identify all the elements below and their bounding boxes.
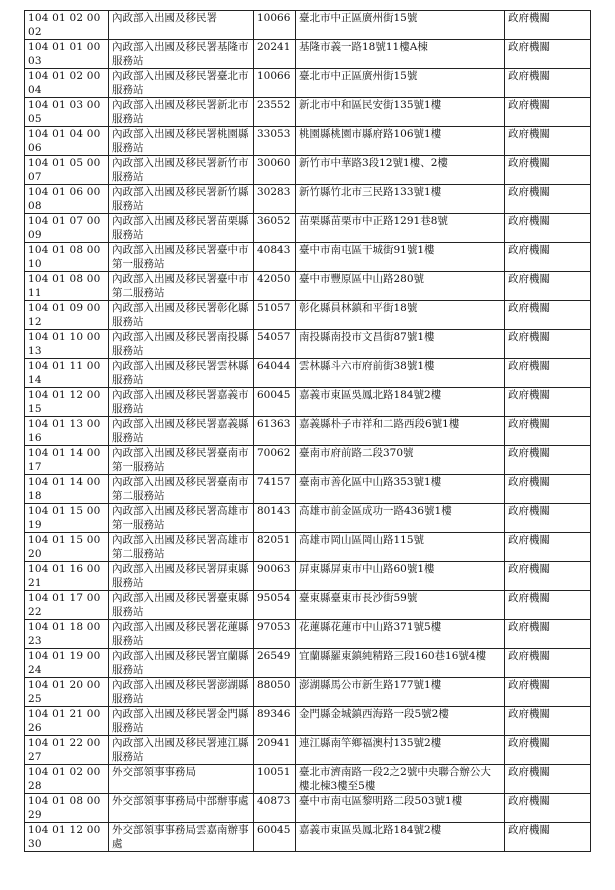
agency-table	[24, 10, 591, 852]
address-cell: 雲林縣斗六市府前街38號1樓	[296, 359, 505, 388]
agency-name-cell: 內政部入出國及移民署	[109, 11, 254, 40]
address-cell: 臺北市中正區廣州街15號	[296, 69, 505, 98]
table-row	[25, 127, 591, 156]
zip-cell: 90063	[254, 562, 296, 591]
code-cell: 104 01 05 0007	[25, 156, 109, 185]
type-cell: 政府機關	[505, 272, 591, 301]
zip-cell: 51057	[254, 301, 296, 330]
code-cell: 104 01 02 0028	[25, 765, 109, 794]
type-cell: 政府機關	[505, 98, 591, 127]
agency-name-cell: 外交部領事事務局中部辦事處	[109, 794, 254, 823]
zip-cell: 40873	[254, 794, 296, 823]
table-row	[25, 504, 591, 533]
code-cell: 104 01 10 0013	[25, 330, 109, 359]
address-cell: 臺東縣臺東市長沙街59號	[296, 591, 505, 620]
address-cell: 連江縣南竿鄉福澳村135號2樓	[296, 736, 505, 765]
agency-name-cell: 內政部入出國及移民署臺北市服務站	[109, 69, 254, 98]
table-row	[25, 475, 591, 504]
code-cell: 104 01 02 0002	[25, 11, 109, 40]
agency-name-cell: 內政部入出國及移民署嘉義市服務站	[109, 388, 254, 417]
code-cell: 104 01 07 0009	[25, 214, 109, 243]
code-cell: 104 01 09 0012	[25, 301, 109, 330]
code-cell: 104 01 19 0024	[25, 649, 109, 678]
type-cell: 政府機關	[505, 446, 591, 475]
agency-name-cell: 內政部入出國及移民署嘉義縣服務站	[109, 417, 254, 446]
zip-cell: 97053	[254, 620, 296, 649]
agency-name-cell: 內政部入出國及移民署桃園縣服務站	[109, 127, 254, 156]
table-row	[25, 446, 591, 475]
type-cell: 政府機關	[505, 214, 591, 243]
type-cell: 政府機關	[505, 359, 591, 388]
address-cell: 高雄市岡山區岡山路115號	[296, 533, 505, 562]
type-cell: 政府機關	[505, 417, 591, 446]
type-cell: 政府機關	[505, 504, 591, 533]
address-cell: 屏東縣屏東市中山路60號1樓	[296, 562, 505, 591]
agency-name-cell: 內政部入出國及移民署新竹市服務站	[109, 156, 254, 185]
zip-cell: 23552	[254, 98, 296, 127]
zip-cell: 88050	[254, 678, 296, 707]
zip-cell: 26549	[254, 649, 296, 678]
code-cell: 104 01 17 0022	[25, 591, 109, 620]
table-row	[25, 417, 591, 446]
type-cell: 政府機關	[505, 794, 591, 823]
zip-cell: 60045	[254, 388, 296, 417]
zip-cell: 74157	[254, 475, 296, 504]
address-cell: 臺北市濟南路一段2之2號中央聯合辦公大樓北棟3樓至5樓	[296, 765, 505, 794]
zip-cell: 30283	[254, 185, 296, 214]
table-row	[25, 591, 591, 620]
code-cell: 104 01 06 0008	[25, 185, 109, 214]
agency-name-cell: 外交部領事事務局	[109, 765, 254, 794]
table-row	[25, 40, 591, 69]
code-cell: 104 01 01 0003	[25, 40, 109, 69]
address-cell: 彰化縣員林鎮和平街18號	[296, 301, 505, 330]
type-cell: 政府機關	[505, 562, 591, 591]
address-cell: 臺中市豐原區中山路280號	[296, 272, 505, 301]
address-cell: 嘉義市東區吳鳳北路184號2樓	[296, 388, 505, 417]
code-cell: 104 01 16 0021	[25, 562, 109, 591]
code-cell: 104 01 21 0026	[25, 707, 109, 736]
address-cell: 臺北市中正區廣州街15號	[296, 11, 505, 40]
agency-name-cell: 內政部入出國及移民署連江縣服務站	[109, 736, 254, 765]
type-cell: 政府機關	[505, 707, 591, 736]
table-row	[25, 359, 591, 388]
address-cell: 基隆市義一路18號11樓A棟	[296, 40, 505, 69]
address-cell: 嘉義市東區吳鳳北路184號2樓	[296, 823, 505, 852]
address-cell: 宜蘭縣羅東鎮純精路三段160巷16號4樓	[296, 649, 505, 678]
type-cell: 政府機關	[505, 243, 591, 272]
type-cell: 政府機關	[505, 533, 591, 562]
agency-name-cell: 內政部入出國及移民署屏東縣服務站	[109, 562, 254, 591]
agency-name-cell: 外交部領事事務局雲嘉南辦事處	[109, 823, 254, 852]
code-cell: 104 01 08 0029	[25, 794, 109, 823]
zip-cell: 20241	[254, 40, 296, 69]
zip-cell: 10066	[254, 11, 296, 40]
zip-cell: 54057	[254, 330, 296, 359]
table-row	[25, 707, 591, 736]
type-cell: 政府機關	[505, 388, 591, 417]
agency-name-cell: 內政部入出國及移民署臺東縣服務站	[109, 591, 254, 620]
code-cell: 104 01 20 0025	[25, 678, 109, 707]
agency-name-cell: 內政部入出國及移民署彰化縣服務站	[109, 301, 254, 330]
code-cell: 104 01 15 0019	[25, 504, 109, 533]
address-cell: 臺南市府前路二段370號	[296, 446, 505, 475]
type-cell: 政府機關	[505, 620, 591, 649]
table-row	[25, 562, 591, 591]
type-cell: 政府機關	[505, 40, 591, 69]
table-row	[25, 649, 591, 678]
code-cell: 104 01 08 0010	[25, 243, 109, 272]
agency-name-cell: 內政部入出國及移民署臺中市第二服務站	[109, 272, 254, 301]
agency-name-cell: 內政部入出國及移民署高雄市第一服務站	[109, 504, 254, 533]
code-cell: 104 01 03 0005	[25, 98, 109, 127]
code-cell: 104 01 04 0006	[25, 127, 109, 156]
type-cell: 政府機關	[505, 823, 591, 852]
zip-cell: 61363	[254, 417, 296, 446]
table-row	[25, 794, 591, 823]
code-cell: 104 01 13 0016	[25, 417, 109, 446]
address-cell: 金門縣金城鎮西海路一段5號2樓	[296, 707, 505, 736]
address-cell: 新竹縣竹北市三民路133號1樓	[296, 185, 505, 214]
zip-cell: 60045	[254, 823, 296, 852]
address-cell: 苗栗縣苗栗市中正路1291巷8號	[296, 214, 505, 243]
agency-name-cell: 內政部入出國及移民署花蓮縣服務站	[109, 620, 254, 649]
agency-name-cell: 內政部入出國及移民署臺南市第二服務站	[109, 475, 254, 504]
type-cell: 政府機關	[505, 591, 591, 620]
type-cell: 政府機關	[505, 678, 591, 707]
type-cell: 政府機關	[505, 330, 591, 359]
table-row	[25, 98, 591, 127]
code-cell: 104 01 18 0023	[25, 620, 109, 649]
code-cell: 104 01 14 0018	[25, 475, 109, 504]
type-cell: 政府機關	[505, 185, 591, 214]
code-cell: 104 01 12 0015	[25, 388, 109, 417]
address-cell: 臺中市南屯區干城街91號1樓	[296, 243, 505, 272]
code-cell: 104 01 15 0020	[25, 533, 109, 562]
zip-cell: 95054	[254, 591, 296, 620]
agency-name-cell: 內政部入出國及移民署臺中市第一服務站	[109, 243, 254, 272]
zip-cell: 80143	[254, 504, 296, 533]
table-row	[25, 533, 591, 562]
agency-name-cell: 內政部入出國及移民署基隆市服務站	[109, 40, 254, 69]
address-cell: 高雄市前金區成功一路436號1樓	[296, 504, 505, 533]
zip-cell: 10051	[254, 765, 296, 794]
table-row	[25, 243, 591, 272]
table-row	[25, 736, 591, 765]
type-cell: 政府機關	[505, 11, 591, 40]
type-cell: 政府機關	[505, 475, 591, 504]
address-cell: 臺中市南屯區黎明路二段503號1樓	[296, 794, 505, 823]
agency-name-cell: 內政部入出國及移民署宜蘭縣服務站	[109, 649, 254, 678]
zip-cell: 33053	[254, 127, 296, 156]
table-row	[25, 185, 591, 214]
address-cell: 臺南市善化區中山路353號1樓	[296, 475, 505, 504]
address-cell: 花蓮縣花蓮市中山路371號5樓	[296, 620, 505, 649]
code-cell: 104 01 02 0004	[25, 69, 109, 98]
address-cell: 新竹市中華路3段12號1樓、2樓	[296, 156, 505, 185]
type-cell: 政府機關	[505, 127, 591, 156]
agency-name-cell: 內政部入出國及移民署新竹縣服務站	[109, 185, 254, 214]
address-cell: 澎湖縣馬公市新生路177號1樓	[296, 678, 505, 707]
zip-cell: 70062	[254, 446, 296, 475]
agency-name-cell: 內政部入出國及移民署澎湖縣服務站	[109, 678, 254, 707]
zip-cell: 10066	[254, 69, 296, 98]
agency-name-cell: 內政部入出國及移民署雲林縣服務站	[109, 359, 254, 388]
type-cell: 政府機關	[505, 765, 591, 794]
zip-cell: 89346	[254, 707, 296, 736]
table-row	[25, 388, 591, 417]
type-cell: 政府機關	[505, 649, 591, 678]
zip-cell: 20941	[254, 736, 296, 765]
table-row	[25, 301, 591, 330]
agency-name-cell: 內政部入出國及移民署金門縣服務站	[109, 707, 254, 736]
zip-cell: 82051	[254, 533, 296, 562]
agency-name-cell: 內政部入出國及移民署新北市服務站	[109, 98, 254, 127]
table-row	[25, 156, 591, 185]
zip-cell: 64044	[254, 359, 296, 388]
address-cell: 新北市中和區民安街135號1樓	[296, 98, 505, 127]
address-cell: 南投縣南投市文昌街87號1樓	[296, 330, 505, 359]
type-cell: 政府機關	[505, 301, 591, 330]
agency-name-cell: 內政部入出國及移民署南投縣服務站	[109, 330, 254, 359]
address-cell: 嘉義縣朴子市祥和二路西段6號1樓	[296, 417, 505, 446]
table-row	[25, 620, 591, 649]
code-cell: 104 01 22 0027	[25, 736, 109, 765]
table-row	[25, 823, 591, 852]
code-cell: 104 01 08 0011	[25, 272, 109, 301]
type-cell: 政府機關	[505, 156, 591, 185]
table-row	[25, 69, 591, 98]
agency-name-cell: 內政部入出國及移民署苗栗縣服務站	[109, 214, 254, 243]
table-row	[25, 272, 591, 301]
table-row	[25, 330, 591, 359]
zip-cell: 36052	[254, 214, 296, 243]
zip-cell: 42050	[254, 272, 296, 301]
zip-cell: 40843	[254, 243, 296, 272]
type-cell: 政府機關	[505, 736, 591, 765]
code-cell: 104 01 12 0030	[25, 823, 109, 852]
address-cell: 桃園縣桃園市縣府路106號1樓	[296, 127, 505, 156]
type-cell: 政府機關	[505, 69, 591, 98]
table-row	[25, 765, 591, 794]
table-row	[25, 11, 591, 40]
zip-cell: 30060	[254, 156, 296, 185]
table-row	[25, 214, 591, 243]
table-row	[25, 678, 591, 707]
agency-name-cell: 內政部入出國及移民署高雄市第二服務站	[109, 533, 254, 562]
code-cell: 104 01 11 0014	[25, 359, 109, 388]
agency-name-cell: 內政部入出國及移民署臺南市第一服務站	[109, 446, 254, 475]
code-cell: 104 01 14 0017	[25, 446, 109, 475]
agency-table-body	[25, 11, 591, 852]
